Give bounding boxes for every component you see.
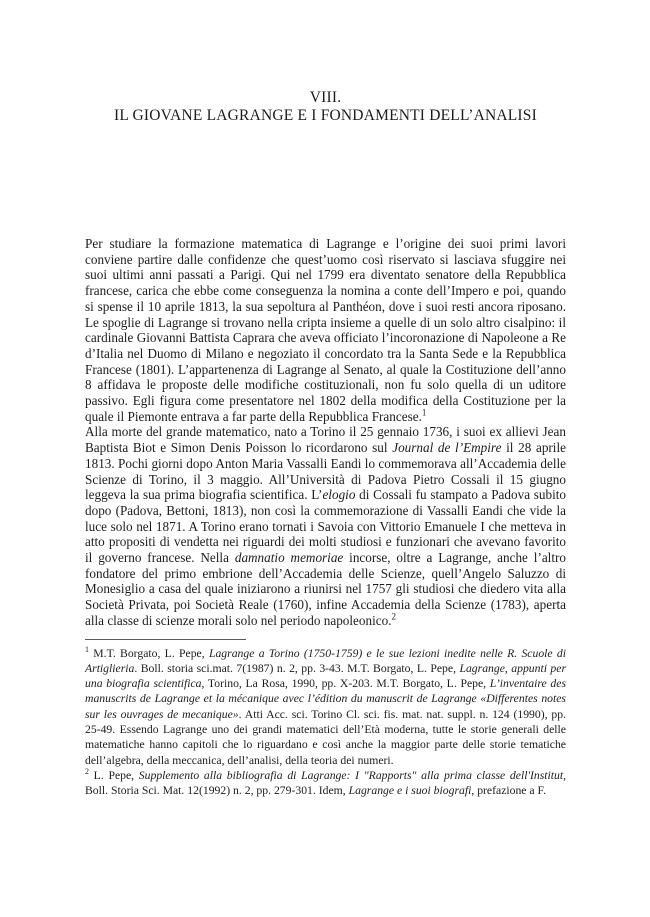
text-segment: Journal de l’Empire bbox=[392, 440, 502, 456]
text-segment: . Boll. storia sci.mat. 7(1987) n. 2, pp. 3-43. M.T. Borgato, L. Pepe, bbox=[134, 661, 460, 675]
body-paragraph-2 bbox=[85, 424, 566, 628]
text-segment: Lagrange, appunti per una biografia scientifica bbox=[85, 661, 567, 691]
footnotes-section bbox=[85, 646, 566, 799]
text-segment: elogio bbox=[322, 487, 356, 503]
footnote-separator bbox=[85, 639, 246, 640]
footnote-1 bbox=[85, 646, 566, 768]
text-segment: , Torino, La Rosa, 1990, pp. X-203. M.T. Borgato, L. Pepe, bbox=[201, 677, 490, 691]
text-segment: di Cossali fu stampato a Padova subito dopo (Padova, Bettoni, 1813), non così la commemorazione di Vassalli Eandi che vide la luce solo nel 1871. A Torino erano tornati i Savoia con Vittorio Emanuele I che metteva in atto propositi di vendetta nei riguardi dei molti studiosi e funzionari che avevano favorito il governo francese. Nella bbox=[85, 487, 566, 566]
footnote-marker: 1 bbox=[421, 407, 427, 418]
chapter-title: IL GIOVANE LAGRANGE E I FONDAMENTI DELL’ANALISI bbox=[114, 106, 537, 124]
text-segment: Lagrange a Torino (1750-1759) e le sue lezioni inedite nelle R. Scuole di Artiglieria bbox=[85, 646, 566, 675]
text-segment: damnatio memoriae bbox=[234, 550, 344, 566]
footnote-marker: 2 bbox=[85, 767, 89, 777]
text-segment: il 28 aprile 1813. Pochi giorni dopo Anton Maria Vassalli Eandi lo commemorava all’Accademia delle Scienze di Torino, il 3 maggio. All’Università di Padova Pietro Cossali il 15 giugno leggeva la sua prima biografia scientifica. L’ bbox=[85, 440, 566, 503]
chapter-number: VIII. bbox=[309, 89, 342, 106]
text-segment: L’inventaire des manuscrits de Lagrange et la mécanique avec l’édition du manuscrit de Lagrange «Differentes notes sur les ouvrages de mecanique» bbox=[85, 677, 566, 721]
footnote-marker: 1 bbox=[85, 644, 89, 654]
text-segment: Alla morte del grande matematico, nato a Torino il 25 gennaio 1736, i suoi ex allievi Jean Baptista Biot e Simon Denis Poisson lo ricordarono sul bbox=[85, 424, 566, 456]
text-segment: , prefazione a F. bbox=[471, 784, 547, 798]
text-segment: M.T. Borgato, L. Pepe, bbox=[88, 646, 209, 660]
text-column bbox=[85, 0, 566, 799]
text-segment: L. Pepe, bbox=[88, 768, 139, 782]
text-segment: Lagrange e i suoi biografi bbox=[348, 784, 472, 798]
body-paragraph-1 bbox=[85, 236, 566, 424]
footnote-2 bbox=[85, 768, 566, 799]
body-text bbox=[85, 236, 566, 629]
text-segment: Supplemento alla bibliografia di Lagrange: I "Rapports" alla prima classe dell'Institut bbox=[138, 768, 564, 782]
footnote-marker: 2 bbox=[391, 611, 396, 622]
chapter-heading bbox=[85, 0, 566, 124]
text-segment: , Boll. Storia Sci. Mat. 12(1992) n. 2, pp. 279-301. Idem, bbox=[85, 768, 566, 798]
text-segment: . Atti Acc. sci. Torino Cl. sci. fis. mat. nat. suppl. n. 124 (1990), pp. 25-49. Essendo Lagrange uno dei grandi matematici dell’Età moderna, tutte le storie generali delle matematiche hanno capitoli che lo riguardano e così anche la maggior parte delle storie tematiche dell’algebra, della meccanica, dell’analisi, della teoria dei numeri. bbox=[85, 707, 566, 767]
text-segment: incorse, oltre a Lagrange, anche l’altro fondatore del primo embrione dell’Accademia delle Scienze, quell’Angelo Saluzzo di Monesiglio a casa del quale iniziarono a riunirsi nel 1757 gli studiosi che diedero vita alla Società Privata, poi Società Reale (1760), infine Accademia della Scienze (1783), aperta alla classe di scienze morali solo nel periodo napoleonico. bbox=[85, 550, 567, 628]
text-segment: Per studiare la formazione matematica di Lagrange e l’origine dei suoi primi lavori conviene partire dalle confidenze che quest’uomo così riservato si lasciava sfuggire nei suoi ultimi anni passati a Parigi. Qui nel 1799 era diventato senatore della Repubblica francese, carica che ebbe come conseguenza la nomina a conte dell’Impero e poi, quando si spense il 10 aprile 1813, la sua sepoltura al Panthéon, dove i suoi resti ancora riposano. Le spoglie di Lagrange si trovano nella cripta insieme a quelle di un solo altro cisalpino: il cardinale Giovanni Battista Caprara che aveva officiato l’incoronazione di Napoleone a Re d’Italia nel Duomo di Milano e negoziato il concordato tra la Santa Sede e la Repubblica Francese (1801). L’appartenenza di Lagrange al Senato, al quale la Costituzione dell’anno 8 affidava le proposte delle modifiche costituzionali, non fu solo quella di un uditore passivo. Egli figura come presentatore nel 1802 della modifica della Costituzione per la quale il Piemonte entrava a far parte della Repubblica Francese. bbox=[85, 236, 566, 424]
